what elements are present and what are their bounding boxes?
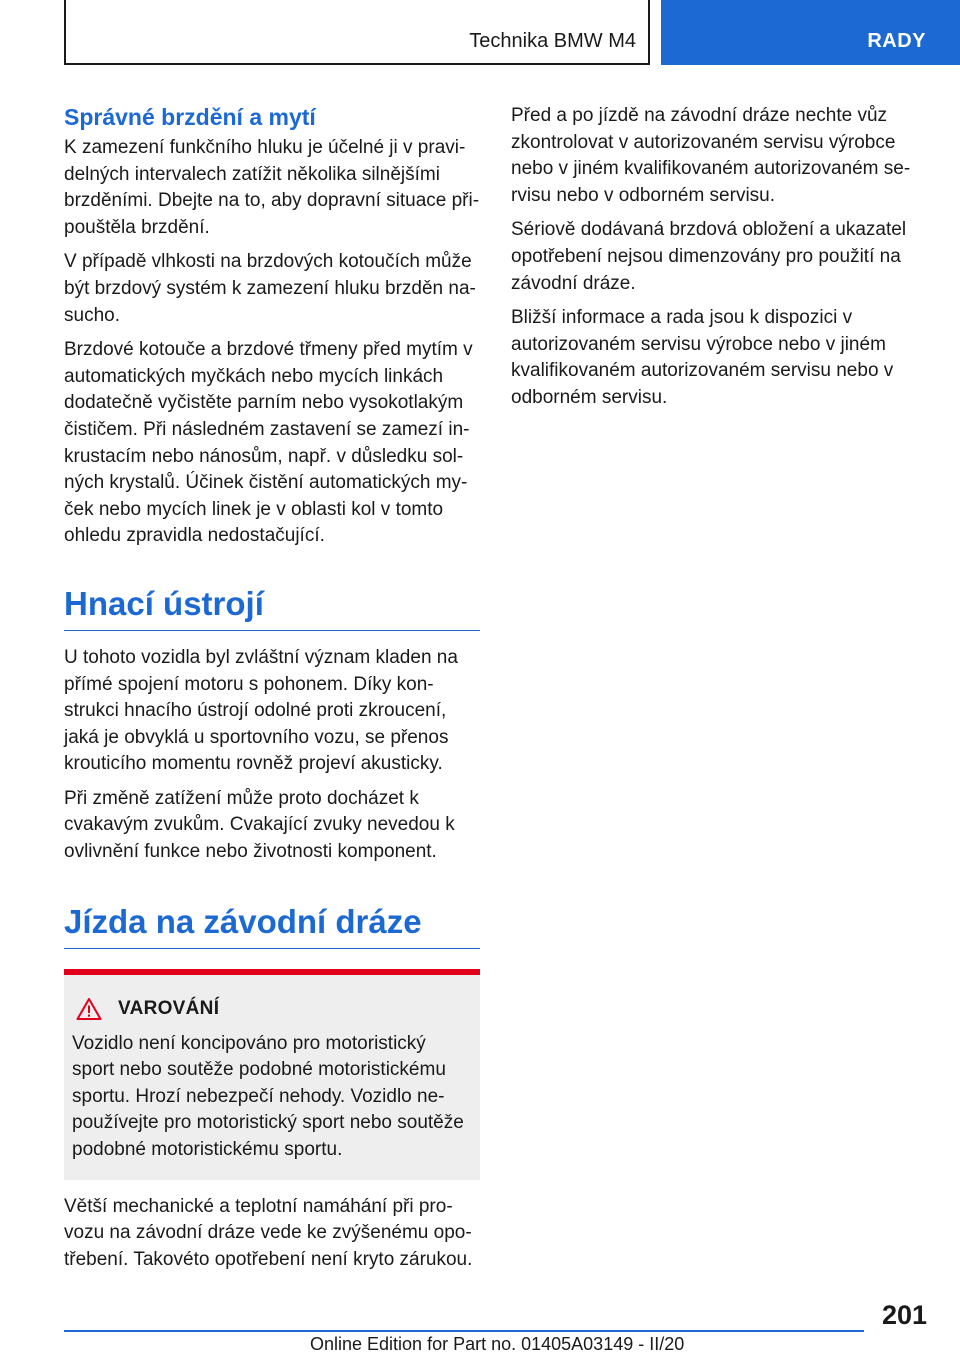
paragraph: V případě vlhkosti na brzdových kotoučích může být brzdový systém k zamezení hluku brzděn nasucho.	[64, 251, 476, 326]
warning-box	[64, 969, 480, 1180]
warning-title: VAROVÁNÍ	[118, 997, 220, 1019]
header-title-box	[64, 0, 650, 65]
section-heading-race-track: Jízda na závodní dráze	[64, 902, 480, 949]
paragraph: Sériově dodávaná brzdová obložení a ukazatel opotřebení nejsou dimenzovány pro použití na závodní dráze.	[511, 219, 907, 294]
warning-triangle-icon	[76, 997, 102, 1021]
paragraph: U tohoto vozidla byl zvláštní význam kladen na přímé spojení motoru s pohonem. Díky konstrukci hnacího ústrojí odolné proti zkroucení, jaká je obvyklá u sportovního vozu, se přenos krouticího momentu rovněž projeví akusticky.	[64, 646, 458, 775]
page-number: 201	[881, 1300, 927, 1330]
chapter-tab[interactable]	[661, 0, 960, 65]
footer-divider	[64, 1330, 864, 1332]
paragraph: Bližší informace a rada jsou k dispozici v autorizovaném servisu výrobce nebo v jiném kvalifikovaném autorizovaném servisu nebo v odborném servisu.	[511, 307, 894, 408]
warning-text: Vozidlo není koncipováno pro motoristický sport nebo soutěže podobné motoristickému sportu. Hrozí nebezpečí nehody. Vozidlo nepoužívejte pro motoristický sport nebo soutěže podobné motoristickému sportu.	[72, 1032, 464, 1161]
paragraph: Při změně zatížení může proto docházet k cvakavým zvukům. Cvakající zvuky nevedou k ovlivnění funkce nebo životnosti komponent.	[64, 787, 455, 863]
paragraph: K zamezení funkčního hluku je účelné ji v pravidelných intervalech zatížit několika silnějšími brzděními. Dbejte na to, aby dopravní situace připouštěla brzdění.	[64, 137, 480, 238]
footer-edition: Online Edition for Part no. 01405A03149 - II/20	[310, 1334, 685, 1354]
subsection-heading-braking: Správné brzdění a mytí	[64, 104, 316, 130]
right-column	[511, 103, 927, 420]
warning-header	[72, 997, 472, 1021]
paragraph: Větší mechanické a teplotní namáhání při provozu na závodní dráze vede ke zvýšenému opotřebení. Takovéto opotřebení není kryto zárukou.	[64, 1195, 473, 1270]
paragraph: Brzdové kotouče a brzdové třmeny před mytím v automatických myčkách nebo mycích linkách dodatečně vyčistěte parním nebo vysokotlakým čističem. Při následném zastavení se zamezí inkrustacím nebo nánosům, např. v důsledku solných krystalů. Účinek čistění automatických myček nebo mycích linek je v oblasti kol v tomto ohledu zpravidla nedostačující.	[64, 339, 473, 547]
paragraph: Před a po jízdě na závodní dráze nechte vůz zkontrolovat v autorizovaném servisu výrobce nebo v jiném kvalifikovaném autorizovaném servisu nebo v odborném servisu.	[511, 105, 911, 206]
header-title: Technika BMW M4	[469, 30, 636, 52]
left-column	[64, 103, 480, 1281]
chapter-tab-label: RADY	[867, 30, 926, 52]
section-heading-drivetrain: Hnací ústrojí	[64, 584, 480, 631]
